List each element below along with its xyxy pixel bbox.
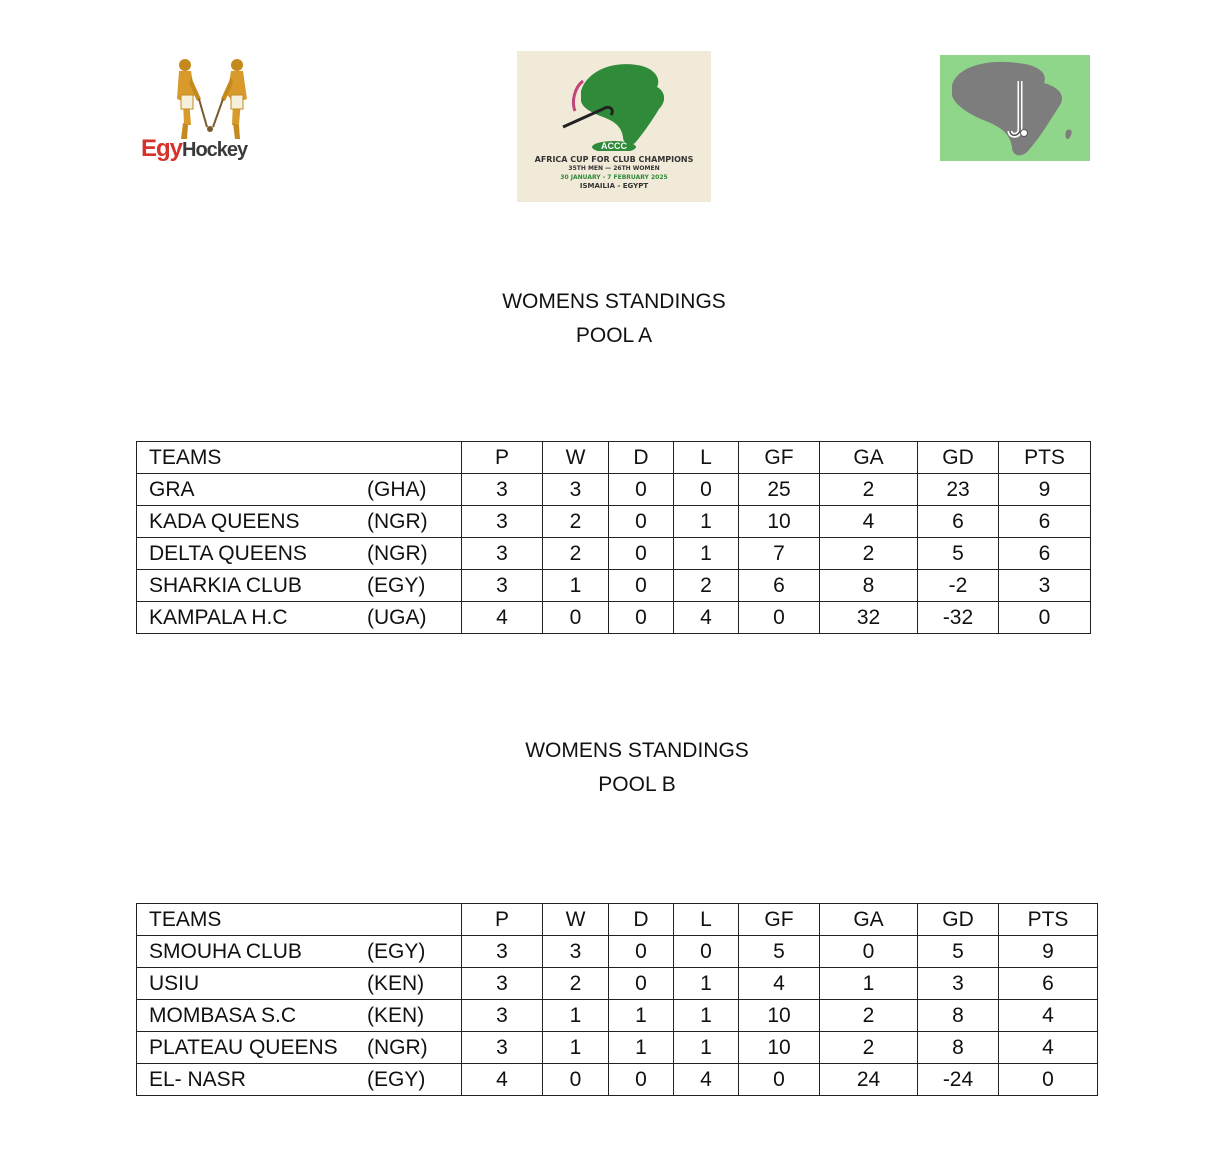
- points-cell: 9: [999, 936, 1098, 968]
- goal-difference-cell: -2: [918, 570, 999, 602]
- played-cell: 4: [462, 602, 543, 634]
- lost-cell: 1: [674, 506, 739, 538]
- drawn-cell: 0: [609, 474, 674, 506]
- drawn-cell: 1: [609, 1000, 674, 1032]
- goals-against-cell: 2: [820, 1000, 918, 1032]
- played-cell: 4: [462, 1064, 543, 1096]
- team-name: USIU: [149, 971, 200, 995]
- team-country-code: (EGY): [367, 1067, 426, 1091]
- team-cell: [137, 570, 462, 602]
- team-cell: [137, 968, 462, 1000]
- goals-for-cell: 25: [739, 474, 820, 506]
- team-country-code: (NGR): [367, 541, 428, 565]
- lost-cell: 0: [674, 474, 739, 506]
- header-w: W: [543, 904, 609, 936]
- points-cell: 4: [999, 1000, 1098, 1032]
- team-name: DELTA QUEENS: [149, 541, 307, 565]
- points-cell: 4: [999, 1032, 1098, 1064]
- goals-against-cell: 2: [820, 1032, 918, 1064]
- team-cell: [137, 936, 462, 968]
- egypt-hockey-wordmark: EgyHockey: [141, 135, 248, 162]
- goals-for-cell: 7: [739, 538, 820, 570]
- accc-tournament-logo: [517, 51, 711, 202]
- pool-b-heading: [487, 734, 787, 802]
- table-row: [137, 602, 1091, 634]
- goals-for-cell: 10: [739, 506, 820, 538]
- header-teams: TEAMS: [137, 904, 462, 936]
- team-cell: [137, 602, 462, 634]
- won-cell: 3: [543, 936, 609, 968]
- header-l: L: [674, 442, 739, 474]
- table-row: [137, 1000, 1098, 1032]
- played-cell: 3: [462, 1000, 543, 1032]
- header-gf: GF: [739, 442, 820, 474]
- team-name: SMOUHA CLUB: [149, 939, 302, 963]
- egypt-hockey-logo: [137, 55, 285, 167]
- accc-tournament-text: AFRICA CUP FOR CLUB CHAMPIONS 35TH MEN — 26TH WOMEN 30 JANUARY - 7 FEBRUARY 2025 ISMAILIA - EGYPT: [534, 155, 694, 190]
- african-hockey-federation-logo: [940, 55, 1090, 161]
- goals-for-cell: 4: [739, 968, 820, 1000]
- lost-cell: 1: [674, 1000, 739, 1032]
- goal-difference-cell: -32: [918, 602, 999, 634]
- team-cell: [137, 506, 462, 538]
- won-cell: 1: [543, 570, 609, 602]
- team-name: KAMPALA H.C: [149, 605, 288, 629]
- team-country-code: (NGR): [367, 509, 428, 533]
- lost-cell: 2: [674, 570, 739, 602]
- played-cell: 3: [462, 936, 543, 968]
- lost-cell: 4: [674, 602, 739, 634]
- goal-difference-cell: 23: [918, 474, 999, 506]
- header-l: L: [674, 904, 739, 936]
- goal-difference-cell: 8: [918, 1032, 999, 1064]
- lost-cell: 1: [674, 1032, 739, 1064]
- drawn-cell: 0: [609, 1064, 674, 1096]
- points-cell: 6: [999, 538, 1091, 570]
- table-row: [137, 538, 1091, 570]
- points-cell: 0: [999, 602, 1091, 634]
- table-row: [137, 968, 1098, 1000]
- goals-for-cell: 10: [739, 1032, 820, 1064]
- won-cell: 3: [543, 474, 609, 506]
- team-country-code: (KEN): [367, 1003, 425, 1027]
- table-row: [137, 474, 1091, 506]
- header-gf: GF: [739, 904, 820, 936]
- header-pts: PTS: [999, 904, 1098, 936]
- goals-for-cell: 10: [739, 1000, 820, 1032]
- pool-a-heading: [464, 285, 764, 353]
- goals-for-cell: 0: [739, 1064, 820, 1096]
- drawn-cell: 0: [609, 506, 674, 538]
- played-cell: 3: [462, 474, 543, 506]
- goals-for-cell: 0: [739, 602, 820, 634]
- pool-a-subtitle: POOL A: [575, 324, 653, 347]
- played-cell: 3: [462, 570, 543, 602]
- lost-cell: 1: [674, 968, 739, 1000]
- goal-difference-cell: -24: [918, 1064, 999, 1096]
- points-cell: 6: [999, 968, 1098, 1000]
- lost-cell: 0: [674, 936, 739, 968]
- goals-against-cell: 0: [820, 936, 918, 968]
- goals-against-cell: 1: [820, 968, 918, 1000]
- played-cell: 3: [462, 1032, 543, 1064]
- pool-b-subtitle: POOL B: [598, 773, 676, 796]
- team-name: GRA: [149, 477, 195, 501]
- header-gd: GD: [918, 904, 999, 936]
- lost-cell: 4: [674, 1064, 739, 1096]
- won-cell: 0: [543, 1064, 609, 1096]
- header-pts: PTS: [999, 442, 1091, 474]
- goals-against-cell: 2: [820, 474, 918, 506]
- table-row: [137, 570, 1091, 602]
- team-name: SHARKIA CLUB: [149, 573, 302, 597]
- table-row: [137, 1032, 1098, 1064]
- goal-difference-cell: 5: [918, 936, 999, 968]
- pool-a-title: WOMENS STANDINGS: [502, 290, 726, 313]
- team-name: KADA QUEENS: [149, 509, 300, 533]
- team-country-code: (EGY): [367, 573, 426, 597]
- drawn-cell: 0: [609, 570, 674, 602]
- played-cell: 3: [462, 538, 543, 570]
- team-cell: [137, 1032, 462, 1064]
- accc-badge: ACCC: [601, 141, 627, 151]
- goal-difference-cell: 5: [918, 538, 999, 570]
- header-p: P: [462, 904, 543, 936]
- goals-against-cell: 4: [820, 506, 918, 538]
- header-d: D: [609, 904, 674, 936]
- goal-difference-cell: 8: [918, 1000, 999, 1032]
- won-cell: 1: [543, 1032, 609, 1064]
- goals-against-cell: 8: [820, 570, 918, 602]
- won-cell: 2: [543, 538, 609, 570]
- team-cell: [137, 1000, 462, 1032]
- team-country-code: (EGY): [367, 939, 426, 963]
- won-cell: 2: [543, 506, 609, 538]
- team-country-code: (KEN): [367, 971, 425, 995]
- drawn-cell: 0: [609, 968, 674, 1000]
- team-cell: [137, 538, 462, 570]
- points-cell: 0: [999, 1064, 1098, 1096]
- points-cell: 6: [999, 506, 1091, 538]
- header-w: W: [543, 442, 609, 474]
- lost-cell: 1: [674, 538, 739, 570]
- drawn-cell: 0: [609, 602, 674, 634]
- team-cell: [137, 474, 462, 506]
- goal-difference-cell: 6: [918, 506, 999, 538]
- drawn-cell: 0: [609, 538, 674, 570]
- team-name: PLATEAU QUEENS: [149, 1035, 338, 1059]
- header-d: D: [609, 442, 674, 474]
- table-row: [137, 506, 1091, 538]
- won-cell: 0: [543, 602, 609, 634]
- pool-a-standings-table: [136, 441, 1091, 634]
- played-cell: 3: [462, 506, 543, 538]
- africa-hockey-federation-logo-icon: [940, 55, 1090, 161]
- pool-b-standings-table: [136, 903, 1098, 1096]
- header-ga: GA: [820, 442, 918, 474]
- goals-against-cell: 24: [820, 1064, 918, 1096]
- played-cell: 3: [462, 968, 543, 1000]
- pool-b-title: WOMENS STANDINGS: [525, 739, 749, 762]
- table-header-row: [137, 442, 1091, 474]
- team-country-code: (UGA): [367, 605, 427, 629]
- team-name: EL- NASR: [149, 1067, 246, 1091]
- won-cell: 2: [543, 968, 609, 1000]
- goal-difference-cell: 3: [918, 968, 999, 1000]
- table-header-row: [137, 904, 1098, 936]
- drawn-cell: 0: [609, 936, 674, 968]
- team-cell: [137, 1064, 462, 1096]
- header-ga: GA: [820, 904, 918, 936]
- goals-for-cell: 5: [739, 936, 820, 968]
- header-teams: TEAMS: [137, 442, 462, 474]
- header-gd: GD: [918, 442, 999, 474]
- drawn-cell: 1: [609, 1032, 674, 1064]
- goals-against-cell: 2: [820, 538, 918, 570]
- won-cell: 1: [543, 1000, 609, 1032]
- header-p: P: [462, 442, 543, 474]
- table-row: [137, 936, 1098, 968]
- team-country-code: (NGR): [367, 1035, 428, 1059]
- goals-against-cell: 32: [820, 602, 918, 634]
- points-cell: 9: [999, 474, 1091, 506]
- table-row: [137, 1064, 1098, 1096]
- accc-africa-map-logo-icon: [517, 51, 711, 151]
- points-cell: 3: [999, 570, 1091, 602]
- team-country-code: (GHA): [367, 477, 427, 501]
- team-name: MOMBASA S.C: [149, 1003, 297, 1027]
- goals-for-cell: 6: [739, 570, 820, 602]
